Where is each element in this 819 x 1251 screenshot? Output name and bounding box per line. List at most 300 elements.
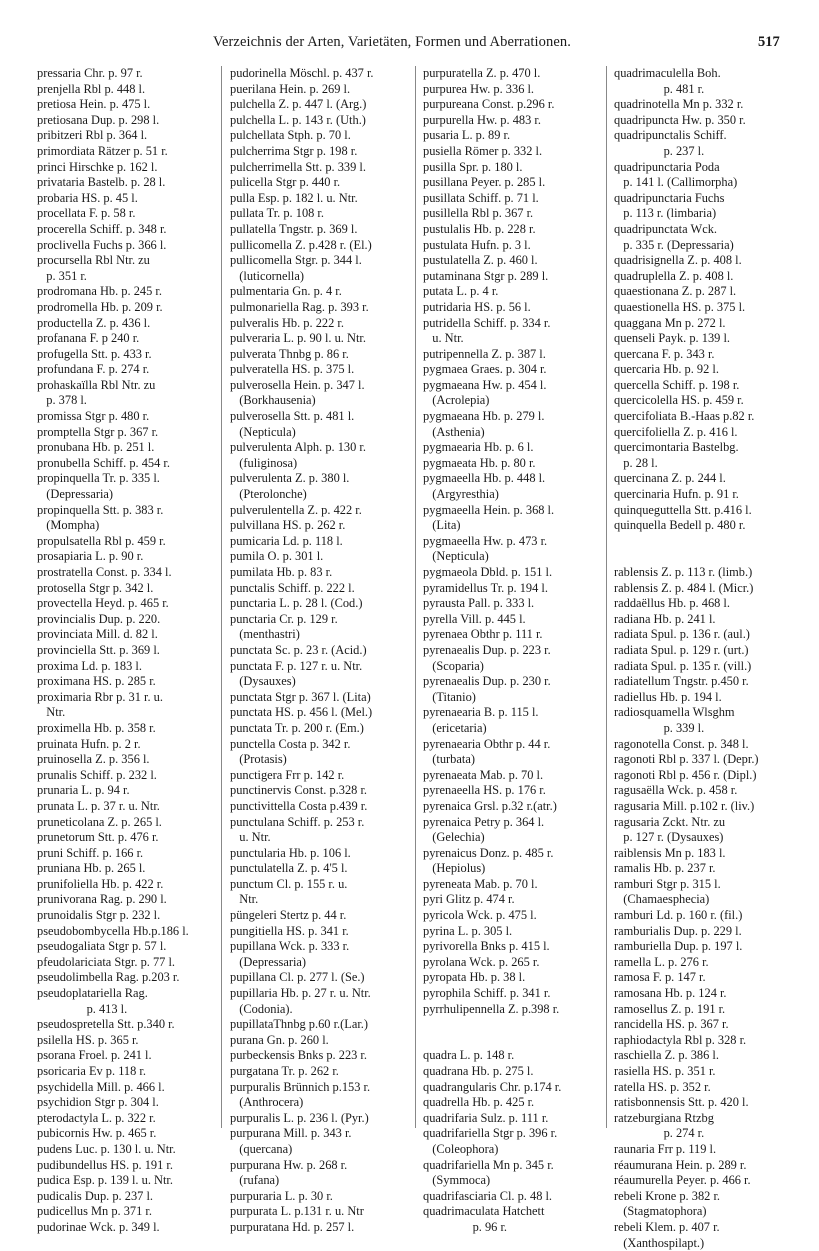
- index-entry: (menthastri): [230, 627, 300, 642]
- index-entry: pudens Luc. p. 130 l. u. Ntr.: [37, 1141, 176, 1156]
- index-entry: pustulatella Z. p. 460 l.: [423, 253, 538, 268]
- index-entry: pyrolana Wck. p. 265 r.: [423, 954, 540, 969]
- index-entry: pseudoplatariella Rag.: [37, 986, 148, 1001]
- index-entry: provectella Heyd. p. 465 r.: [37, 596, 169, 611]
- index-entry: (Mompha): [37, 518, 100, 533]
- index-entry: prunetorum Stt. p. 476 r.: [37, 830, 159, 845]
- index-entry: pretiosana Dup. p. 298 l.: [37, 112, 160, 127]
- index-entry: réaumurana Hein. p. 289 r.: [614, 1157, 747, 1172]
- index-entry: (Dysauxes): [230, 674, 296, 689]
- index-entry: pupillana Wck. p. 333 r.: [230, 939, 350, 954]
- index-entry: pullata Tr. p. 108 r.: [230, 206, 324, 221]
- index-entry: purpurella Hw. p. 483 r.: [423, 112, 541, 127]
- index-entry: pyreneata Mab. p. 70 l.: [423, 876, 538, 891]
- index-entry: princi Hirschke p. 162 l.: [37, 159, 158, 174]
- index-entry: prunivorana Rag. p. 290 l.: [37, 892, 167, 907]
- index-entry: raiblensis Mn p. 183 l.: [614, 845, 726, 860]
- index-entry: prohaskaïlla Rbl Ntr. zu: [37, 377, 156, 392]
- index-entry: ramosana Hb. p. 124 r.: [614, 986, 727, 1001]
- index-entry: ramosellus Z. p. 191 r.: [614, 1001, 726, 1016]
- index-entry: ramburiella Dup. p. 197 l.: [614, 939, 743, 954]
- index-entry: punctaria Cr. p. 129 r.: [230, 611, 338, 626]
- index-entry: (Gelechia): [423, 830, 485, 845]
- index-entry: ragusaëlla Wck. p. 458 r.: [614, 783, 738, 798]
- index-entry: quadripunctata Wck.: [614, 221, 717, 236]
- index-entry: primordiata Rätzer p. 51 r.: [37, 143, 168, 158]
- index-entry: prostratella Const. p. 334 l.: [37, 565, 172, 579]
- index-entry: pygmaearia Hb. p. 6 l.: [423, 440, 534, 455]
- index-entry: provinciata Mill. d. 82 l.: [37, 627, 158, 642]
- index-entry: pruniana Hb. p. 265 l.: [37, 861, 146, 876]
- index-entry: proximella Hb. p. 358 r.: [37, 720, 156, 735]
- index-entry: putata L. p. 4 r.: [423, 284, 499, 299]
- index-entry: quadra L. p. 148 r.: [423, 1048, 515, 1063]
- running-title: Verzeichnis der Arten, Varietäten, Formen und Aberrationen.: [213, 34, 571, 50]
- index-entry: prosapiaria L. p. 90 r.: [37, 549, 144, 564]
- index-entry: purgatana Tr. p. 262 r.: [230, 1064, 339, 1078]
- index-entry: rasiella HS. p. 351 r.: [614, 1064, 716, 1078]
- index-entry: pseudospretella Stt. p.340 r.: [37, 1017, 175, 1032]
- index-entry: (Stagmatophora): [614, 1204, 707, 1219]
- index-entry: Ntr.: [37, 705, 66, 720]
- index-entry: [614, 534, 802, 550]
- index-entry: (Argyresthia): [423, 487, 499, 502]
- index-entry: pudica Esp. p. 139 l. u. Ntr.: [37, 1173, 173, 1188]
- index-entry: pulcherrima Stgr p. 198 r.: [230, 143, 358, 158]
- index-entry: quadripunctaria Fuchs: [614, 190, 725, 205]
- index-entry: pulveralis Hb. p. 222 r.: [230, 315, 344, 330]
- index-entry: purpurea Hw. p. 336 l.: [423, 81, 535, 96]
- index-entry: pullicomella Stgr. p. 344 l.: [230, 253, 362, 268]
- index-entry: pronubana Hb. p. 251 l.: [37, 440, 155, 455]
- index-entry: quercimontaria Bastelbg.: [614, 440, 739, 455]
- index-entry: procellata F. p. 58 r.: [37, 206, 136, 221]
- index-entry: ramburi Stgr p. 315 l.: [614, 876, 721, 891]
- index-entry: profugella Stt. p. 433 r.: [37, 346, 152, 361]
- index-entry: prodromana Hb. p. 245 r.: [37, 284, 162, 299]
- index-entry: prunaria L. p. 94 r.: [37, 783, 130, 798]
- index-entry: profundana F. p. 274 r.: [37, 362, 150, 377]
- index-entry: p. 378 l.: [37, 393, 87, 408]
- index-entry: p. 141 l. (Callimorpha): [614, 175, 738, 190]
- index-entry: propulsatella Rbl p. 459 r.: [37, 533, 166, 548]
- index-entry: pruni Schiff. p. 166 r.: [37, 845, 144, 860]
- index-entry: raschiella Z. p. 386 l.: [614, 1048, 719, 1063]
- index-entry: (Asthenia): [423, 424, 485, 439]
- index-entry: pulmonariella Rag. p. 393 r.: [230, 299, 369, 314]
- index-entry: purpurata L. p.131 r. u. Ntr: [230, 1204, 364, 1219]
- index-entry: rebeli Klem. p. 407 r.: [614, 1219, 720, 1234]
- index-entry: p. 339 l.: [614, 720, 705, 735]
- index-entry: pygmaeella Hw. p. 473 r.: [423, 533, 548, 548]
- page-number: 517: [758, 34, 780, 50]
- index-entry: prunifoliella Hb. p. 422 r.: [37, 876, 164, 891]
- index-entry: putaminana Stgr p. 289 l.: [423, 268, 549, 283]
- index-entry: proxima Ld. p. 183 l.: [37, 658, 142, 673]
- index-entry: pulchella Z. p. 447 l. (Arg.): [230, 97, 367, 112]
- index-entry: punctata Stgr p. 367 l. (Lita): [230, 689, 371, 704]
- index-entry: pumicaria Ld. p. 118 l.: [230, 533, 343, 548]
- index-entry: pudicalis Dup. p. 237 l.: [37, 1188, 153, 1203]
- index-entry: p. 127 r. (Dysauxes): [614, 830, 724, 845]
- index-entry: putridella Schiff. p. 334 r.: [423, 315, 551, 330]
- index-entry: pyropata Hb. p. 38 l.: [423, 970, 526, 985]
- index-entry: quaestionella HS. p. 375 l.: [614, 299, 746, 314]
- index-entry: radiatellum Tngstr. p.450 r.: [614, 674, 749, 689]
- index-entry: pseudolimbella Rag. p.203 r.: [37, 970, 180, 985]
- index-entry: pyrenaealis Dup. p. 223 r.: [423, 642, 551, 657]
- index-entry: (quercana): [230, 1141, 293, 1156]
- index-entry: pygmaeana Hw. p. 454 l.: [423, 377, 547, 392]
- index-entry: purbeckensis Bnks p. 223 r.: [230, 1048, 367, 1063]
- index-entry: purpuralis L. p. 236 l. (Pyr.): [230, 1110, 369, 1125]
- index-entry: pulchella L. p. 143 r. (Uth.): [230, 112, 366, 127]
- index-entry: proximana HS. p. 285 r.: [37, 674, 156, 689]
- index-entry: radiosquamella Wlsghm: [614, 705, 735, 720]
- index-entry: quercifoliella Z. p. 416 l.: [614, 424, 738, 439]
- index-entry: pulcherrimella Stt. p. 339 l.: [230, 159, 366, 174]
- index-entry: ramosa F. p. 147 r.: [614, 970, 706, 985]
- index-entry: pseudogaliata Stgr p. 57 l.: [37, 939, 167, 954]
- page-header: [0, 30, 819, 54]
- index-entry: pterodactyla L. p. 322 r.: [37, 1110, 156, 1125]
- index-entry: psychidion Stgr p. 304 l.: [37, 1095, 159, 1110]
- index-entry: quercinaria Hufn. p. 91 r.: [614, 487, 739, 502]
- index-entry: pruinosella Z. p. 356 l.: [37, 752, 150, 767]
- index-entry: pulveratella HS. p. 375 l.: [230, 362, 355, 377]
- index-entry: purpuratella Z. p. 470 l.: [423, 66, 541, 80]
- index-entry: quadrifasciaria Cl. p. 48 l.: [423, 1188, 553, 1203]
- index-entry: (luticornella): [230, 268, 304, 283]
- index-entry: punctella Costa p. 342 r.: [230, 736, 351, 751]
- index-entry: (Titanio): [423, 689, 476, 704]
- index-entry: punctularia Hb. p. 106 l.: [230, 845, 351, 860]
- index-entry: (ericetaria): [423, 720, 487, 735]
- index-entry: p. 237 l.: [614, 143, 705, 158]
- index-entry: quenseli Payk. p. 139 l.: [614, 331, 730, 346]
- index-entry: putripennella Z. p. 387 l.: [423, 346, 546, 361]
- index-entry: pulveraria L. p. 90 l. u. Ntr.: [230, 331, 366, 346]
- index-entry: (Nepticula): [230, 424, 296, 439]
- index-entry: rablensis Z. p. 484 l. (Micr.): [614, 580, 754, 595]
- index-entry: quadrifaria Sulz. p. 111 r.: [423, 1110, 549, 1125]
- index-entry: pseudobombycella Hb.p.186 l.: [37, 923, 189, 938]
- index-entry: quadripunctaria Poda: [614, 159, 720, 174]
- index-entry: quadrangularis Chr. p.174 r.: [423, 1079, 562, 1094]
- index-entry: purpuralis Brünnich p.153 r.: [230, 1079, 371, 1094]
- index-entry: pfeudolariciata Stgr. p. 77 l.: [37, 954, 175, 969]
- index-entry: pungitiella HS. p. 341 r.: [230, 923, 349, 938]
- index-entry: pyrausta Pall. p. 333 l.: [423, 596, 535, 611]
- index-entry: psoricaria Ev p. 118 r.: [37, 1064, 146, 1078]
- index-entry: ramburialis Dup. p. 229 l.: [614, 923, 742, 938]
- index-entry: (Scoparia): [423, 658, 484, 673]
- index-entry: ratisbonnensis Stt. p. 420 l.: [614, 1095, 749, 1110]
- index-entry: ragonoti Rbl p. 337 l. (Depr.): [614, 752, 759, 767]
- index-entry: punctata Sc. p. 23 r. (Acid.): [230, 642, 367, 657]
- index-entry: ragonotella Const. p. 348 l.: [614, 736, 749, 751]
- index-entry: quaggana Mn p. 272 l.: [614, 315, 726, 330]
- index-entry: pumila O. p. 301 l.: [230, 549, 324, 564]
- index-entry: pusillata Schiff. p. 71 l.: [423, 190, 539, 205]
- index-entry: purana Gn. p. 260 l.: [230, 1032, 329, 1047]
- index-entry: pyrenaicus Donz. p. 485 r.: [423, 845, 554, 860]
- index-entry: punctigera Frr p. 142 r.: [230, 767, 345, 782]
- index-entry: productella Z. p. 436 l.: [37, 315, 151, 330]
- index-column-3: [423, 66, 601, 1236]
- index-entry: réaumurella Peyer. p. 466 r.: [614, 1173, 751, 1188]
- index-entry: ratella HS. p. 352 r.: [614, 1079, 711, 1094]
- index-entry: pumilata Hb. p. 83 r.: [230, 565, 333, 579]
- index-entry: quadrimaculata Hatchett: [423, 1204, 545, 1219]
- index-entry: pustulalis Hb. p. 228 r.: [423, 221, 536, 236]
- index-entry: pulvillana HS. p. 262 r.: [230, 518, 346, 533]
- index-entry: punctivittella Costa p.439 r.: [230, 798, 368, 813]
- index-entry: pulverata Thnbg p. 86 r.: [230, 346, 349, 361]
- index-entry: probaria HS. p. 45 l.: [37, 190, 138, 205]
- index-entry: pygmaeella Hein. p. 368 l.: [423, 502, 555, 517]
- index-entry: p. 335 r. (Depressaria): [614, 237, 734, 252]
- index-entry: [423, 1017, 601, 1033]
- index-entry: quadrana Hb. p. 275 l.: [423, 1064, 534, 1078]
- index-entry: pudorinae Wck. p. 349 l.: [37, 1219, 160, 1234]
- index-entry: quercella Schiff. p. 198 r.: [614, 377, 740, 392]
- index-entry: pruneticolana Z. p. 265 l.: [37, 814, 162, 829]
- index-entry: pyrenaearia B. p. 115 l.: [423, 705, 539, 720]
- index-entry: quadrisignella Z. p. 408 l.: [614, 253, 742, 268]
- index-entry: purpureana Const. p.296 r.: [423, 97, 555, 112]
- index-entry: radiellus Hb. p. 194 l.: [614, 689, 722, 704]
- index-entry: (Protasis): [230, 752, 287, 767]
- index-entry: pyrophila Schiff. p. 341 r.: [423, 986, 551, 1001]
- index-entry: ramburi Ld. p. 160 r. (fil.): [614, 908, 743, 923]
- index-entry: psychidella Mill. p. 466 l.: [37, 1079, 165, 1094]
- index-entry: purpuratana Hd. p. 257 l.: [230, 1219, 355, 1234]
- index-entry: (Lita): [423, 518, 461, 533]
- index-entry: pruinata Hufn. p. 2 r.: [37, 736, 141, 751]
- index-entry: purpurana Hw. p. 268 r.: [230, 1157, 348, 1172]
- index-entry: quadrimaculella Boh.: [614, 66, 721, 80]
- index-column-2: [230, 66, 410, 1236]
- index-entry: pyrenaica Petry p. 364 l.: [423, 814, 545, 829]
- index-entry: pyrenaearia Obthr p. 44 r.: [423, 736, 551, 751]
- index-entry: prenjella Rbl p. 448 l.: [37, 81, 146, 96]
- index-entry: pyri Glitz p. 474 r.: [423, 892, 515, 907]
- index-entry: p. 96 r.: [423, 1219, 507, 1234]
- index-entry: p. 113 r. (limbaria): [614, 206, 717, 221]
- index-entry: quadrinotella Mn p. 332 r.: [614, 97, 744, 112]
- index-entry: purpuraria L. p. 30 r.: [230, 1188, 333, 1203]
- index-entry: püngeleri Stertz p. 44 r.: [230, 908, 347, 923]
- index-entry: pretiosa Hein. p. 475 l.: [37, 97, 151, 112]
- index-entry: pudicellus Mn p. 371 r.: [37, 1204, 152, 1219]
- index-entry: pusillana Peyer. p. 285 l.: [423, 175, 546, 190]
- index-entry: (Borkhausenia): [230, 393, 316, 408]
- index-entry: (turbata): [423, 752, 475, 767]
- index-entry: quadripunctalis Schiff.: [614, 128, 727, 143]
- index-entry: pressaria Chr. p. 97 r.: [37, 66, 143, 80]
- index-entry: pyramidellus Tr. p. 194 l.: [423, 580, 548, 595]
- index-entry: promptella Stgr p. 367 r.: [37, 424, 159, 439]
- index-entry: psilella HS. p. 365 r.: [37, 1032, 139, 1047]
- index-entry: prunoidalis Stgr p. 232 l.: [37, 908, 161, 923]
- index-entry: procerella Schiff. p. 348 r.: [37, 221, 167, 236]
- index-entry: (rufana): [230, 1173, 280, 1188]
- index-entry: psorana Froel. p. 241 l.: [37, 1048, 152, 1063]
- index-entry: quercaria Hb. p. 92 l.: [614, 362, 719, 377]
- index-entry: (Codonia).: [230, 1001, 293, 1016]
- index-entry: quercana F. p. 343 r.: [614, 346, 715, 361]
- index-entry: (Nepticula): [423, 549, 489, 564]
- index-entry: pulverosella Hein. p. 347 l.: [230, 377, 365, 392]
- index-entry: promissa Stgr p. 480 r.: [37, 409, 150, 424]
- index-entry: quadrella Hb. p. 425 r.: [423, 1095, 535, 1110]
- index-entry: pyrenaeata Mab. p. 70 l.: [423, 767, 544, 782]
- index-entry: quaestionana Z. p. 287 l.: [614, 284, 737, 299]
- index-entry: punctata HS. p. 456 l. (Mel.): [230, 705, 373, 720]
- index-entry: punctulatella Z. p. 4'5 l.: [230, 861, 348, 876]
- index-entry: (Pterolonche): [230, 487, 307, 502]
- index-entry: (Anthrocera): [230, 1095, 304, 1110]
- index-entry: punctulana Schiff. p. 253 r.: [230, 814, 365, 829]
- index-entry: ratzeburgiana Rtzbg: [614, 1110, 714, 1125]
- index-entry: (Hepiolus): [423, 861, 486, 876]
- index-entry: pyrenaealis Dup. p. 230 r.: [423, 674, 551, 689]
- index-entry: pustulata Hufn. p. 3 l.: [423, 237, 531, 252]
- index-entry: punctaria L. p. 28 l. (Cod.): [230, 596, 363, 611]
- index-entry: pusilla Spr. p. 180 l.: [423, 159, 523, 174]
- index-entry: pubicornis Hw. p. 465 r.: [37, 1126, 157, 1141]
- index-entry: quercinana Z. p. 244 l.: [614, 471, 726, 486]
- index-entry: [614, 549, 802, 565]
- index-entry: p. 274 r.: [614, 1126, 705, 1141]
- index-entry: propinquella Stt. p. 383 r.: [37, 502, 164, 517]
- index-entry: pyrrhulipennella Z. p.398 r.: [423, 1001, 560, 1016]
- index-entry: quinquella Bedell p. 480 r.: [614, 518, 746, 533]
- index-entry: p. 413 l.: [37, 1001, 128, 1016]
- index-entry: pygmaeana Hb. p. 279 l.: [423, 409, 545, 424]
- index-entry: p. 28 l.: [614, 455, 658, 470]
- index-entry: privataria Bastelb. p. 28 l.: [37, 175, 166, 190]
- index-entry: pyrivorella Bnks p. 415 l.: [423, 939, 550, 954]
- index-entry: pygmaeella Hb. p. 448 l.: [423, 471, 546, 486]
- index-entry: Ntr.: [230, 892, 259, 907]
- index-entry: pyricola Wck. p. 475 l.: [423, 908, 537, 923]
- index-entry: pulverulenta Z. p. 380 l.: [230, 471, 350, 486]
- index-entry: pusillella Rbl p. 367 r.: [423, 206, 534, 221]
- index-entry: pyrenaeella HS. p. 176 r.: [423, 783, 546, 798]
- index-entry: pronubella Schiff. p. 454 r.: [37, 455, 170, 470]
- index-entry: ragonoti Rbl p. 456 r. (Dipl.): [614, 767, 757, 782]
- index-entry: ragusaria Zckt. Ntr. zu: [614, 814, 726, 829]
- index-entry: pribitzeri Rbl p. 364 l.: [37, 128, 148, 143]
- column-divider: [606, 66, 607, 1128]
- index-entry: prunalis Schiff. p. 232 l.: [37, 767, 157, 782]
- index-entry: profanana F. p 240 r.: [37, 331, 140, 346]
- index-entry: quinqueguttella Stt. p.416 l.: [614, 502, 752, 517]
- index-entry: pupillana Cl. p. 277 l. (Se.): [230, 970, 365, 985]
- index-entry: pulicella Stgr p. 440 r.: [230, 175, 341, 190]
- index-entry: pygmaea Graes. p. 304 r.: [423, 362, 547, 377]
- index-entry: provinciella Stt. p. 369 l.: [37, 642, 160, 657]
- index-entry: quadruplella Z. p. 408 l.: [614, 268, 734, 283]
- index-entry: raphiodactyla Rbl p. 328 r.: [614, 1032, 747, 1047]
- index-entry: radiana Hb. p. 241 l.: [614, 611, 716, 626]
- index-entry: radiata Spul. p. 136 r. (aul.): [614, 627, 750, 642]
- index-entry: quercicolella HS. p. 459 r.: [614, 393, 744, 408]
- index-entry: pullicomella Z. p.428 r. (El.): [230, 237, 372, 252]
- index-entry: ragusaria Mill. p.102 r. (liv.): [614, 798, 755, 813]
- index-entry: rebeli Krone p. 382 r.: [614, 1188, 720, 1203]
- index-column-1: [37, 66, 215, 1236]
- index-entry: pyrenaea Obthr p. 111 r.: [423, 627, 543, 642]
- index-entry: pupillaria Hb. p. 27 r. u. Ntr.: [230, 986, 371, 1001]
- index-entry: (fuliginosa): [230, 455, 298, 470]
- index-entry: pusiella Römer p. 332 l.: [423, 143, 543, 158]
- index-entry: (Depressaria): [37, 487, 114, 502]
- index-entry: pulverulenta Alph. p. 130 r.: [230, 440, 366, 455]
- index-entry: protosella Stgr p. 342 l.: [37, 580, 154, 595]
- index-entry: pyrella Vill. p. 445 l.: [423, 611, 526, 626]
- column-divider: [221, 66, 222, 1128]
- column-divider: [415, 66, 416, 1128]
- index-entry: pygmaeola Dbld. p. 151 l.: [423, 565, 553, 579]
- index-entry: punctata Tr. p. 200 r. (Em.): [230, 720, 364, 735]
- index-entry: pulverosella Stt. p. 481 l.: [230, 409, 355, 424]
- index-entry: quercifoliata B.-Haas p.82 r.: [614, 409, 755, 424]
- index-entry: raddaëllus Hb. p. 468 l.: [614, 596, 730, 611]
- index-entry: [423, 1033, 601, 1049]
- index-entry: pygmaeata Hb. p. 80 r.: [423, 455, 536, 470]
- index-entry: procursella Rbl Ntr. zu: [37, 253, 150, 268]
- index-entry: p. 481 r.: [614, 81, 705, 96]
- index-entry: ramella L. p. 276 r.: [614, 954, 709, 969]
- index-entry: pusaria L. p. 89 r.: [423, 128, 511, 143]
- index-entry: raunaria Frr p. 119 l.: [614, 1141, 717, 1156]
- index-entry: provincialis Dup. p. 220.: [37, 611, 161, 626]
- index-entry: rablensis Z. p. 113 r. (limb.): [614, 565, 753, 579]
- index-entry: quadripuncta Hw. p. 350 r.: [614, 112, 746, 127]
- index-entry: propinquella Tr. p. 335 l.: [37, 471, 160, 486]
- index-entry: prunata L. p. 37 r. u. Ntr.: [37, 798, 160, 813]
- index-entry: (Chamaesphecia): [614, 892, 710, 907]
- index-entry: pyrina L. p. 305 l.: [423, 923, 513, 938]
- index-entry: (Symmoca): [423, 1173, 491, 1188]
- index-entry: pupillataThnbg p.60 r.(Lar.): [230, 1017, 368, 1032]
- index-entry: ramalis Hb. p. 237 r.: [614, 861, 716, 876]
- index-entry: u. Ntr.: [230, 830, 271, 845]
- index-entry: radiata Spul. p. 129 r. (urt.): [614, 642, 749, 657]
- index-entry: prodromella Hb. p. 209 r.: [37, 299, 163, 314]
- index-entry: (Acrolepia): [423, 393, 490, 408]
- index-entry: pudibundellus HS. p. 191 r.: [37, 1157, 173, 1172]
- index-entry: rancidella HS. p. 367 r.: [614, 1017, 729, 1032]
- index-entry: (Xanthospilapt.): [614, 1235, 705, 1250]
- index-entry: punctinervis Const. p.328 r.: [230, 783, 367, 798]
- index-entry: (Coleophora): [423, 1141, 499, 1156]
- index-column-4: [614, 66, 802, 1251]
- index-entry: p. 351 r.: [37, 268, 87, 283]
- index-entry: (Depressaria): [230, 954, 307, 969]
- index-entry: punctalis Schiff. p. 222 l.: [230, 580, 355, 595]
- index-entry: u. Ntr.: [423, 331, 464, 346]
- index-entry: quadrifariella Stgr p. 396 r.: [423, 1126, 558, 1141]
- index-entry: pullatella Tngstr. p. 369 l.: [230, 221, 358, 236]
- index-entry: punctata F. p. 127 r. u. Ntr.: [230, 658, 363, 673]
- index-entry: pudorinella Möschl. p. 437 r.: [230, 66, 374, 80]
- index-entry: pulchellata Stph. p. 70 l.: [230, 128, 351, 143]
- index-entry: pulla Esp. p. 182 l. u. Ntr.: [230, 190, 358, 205]
